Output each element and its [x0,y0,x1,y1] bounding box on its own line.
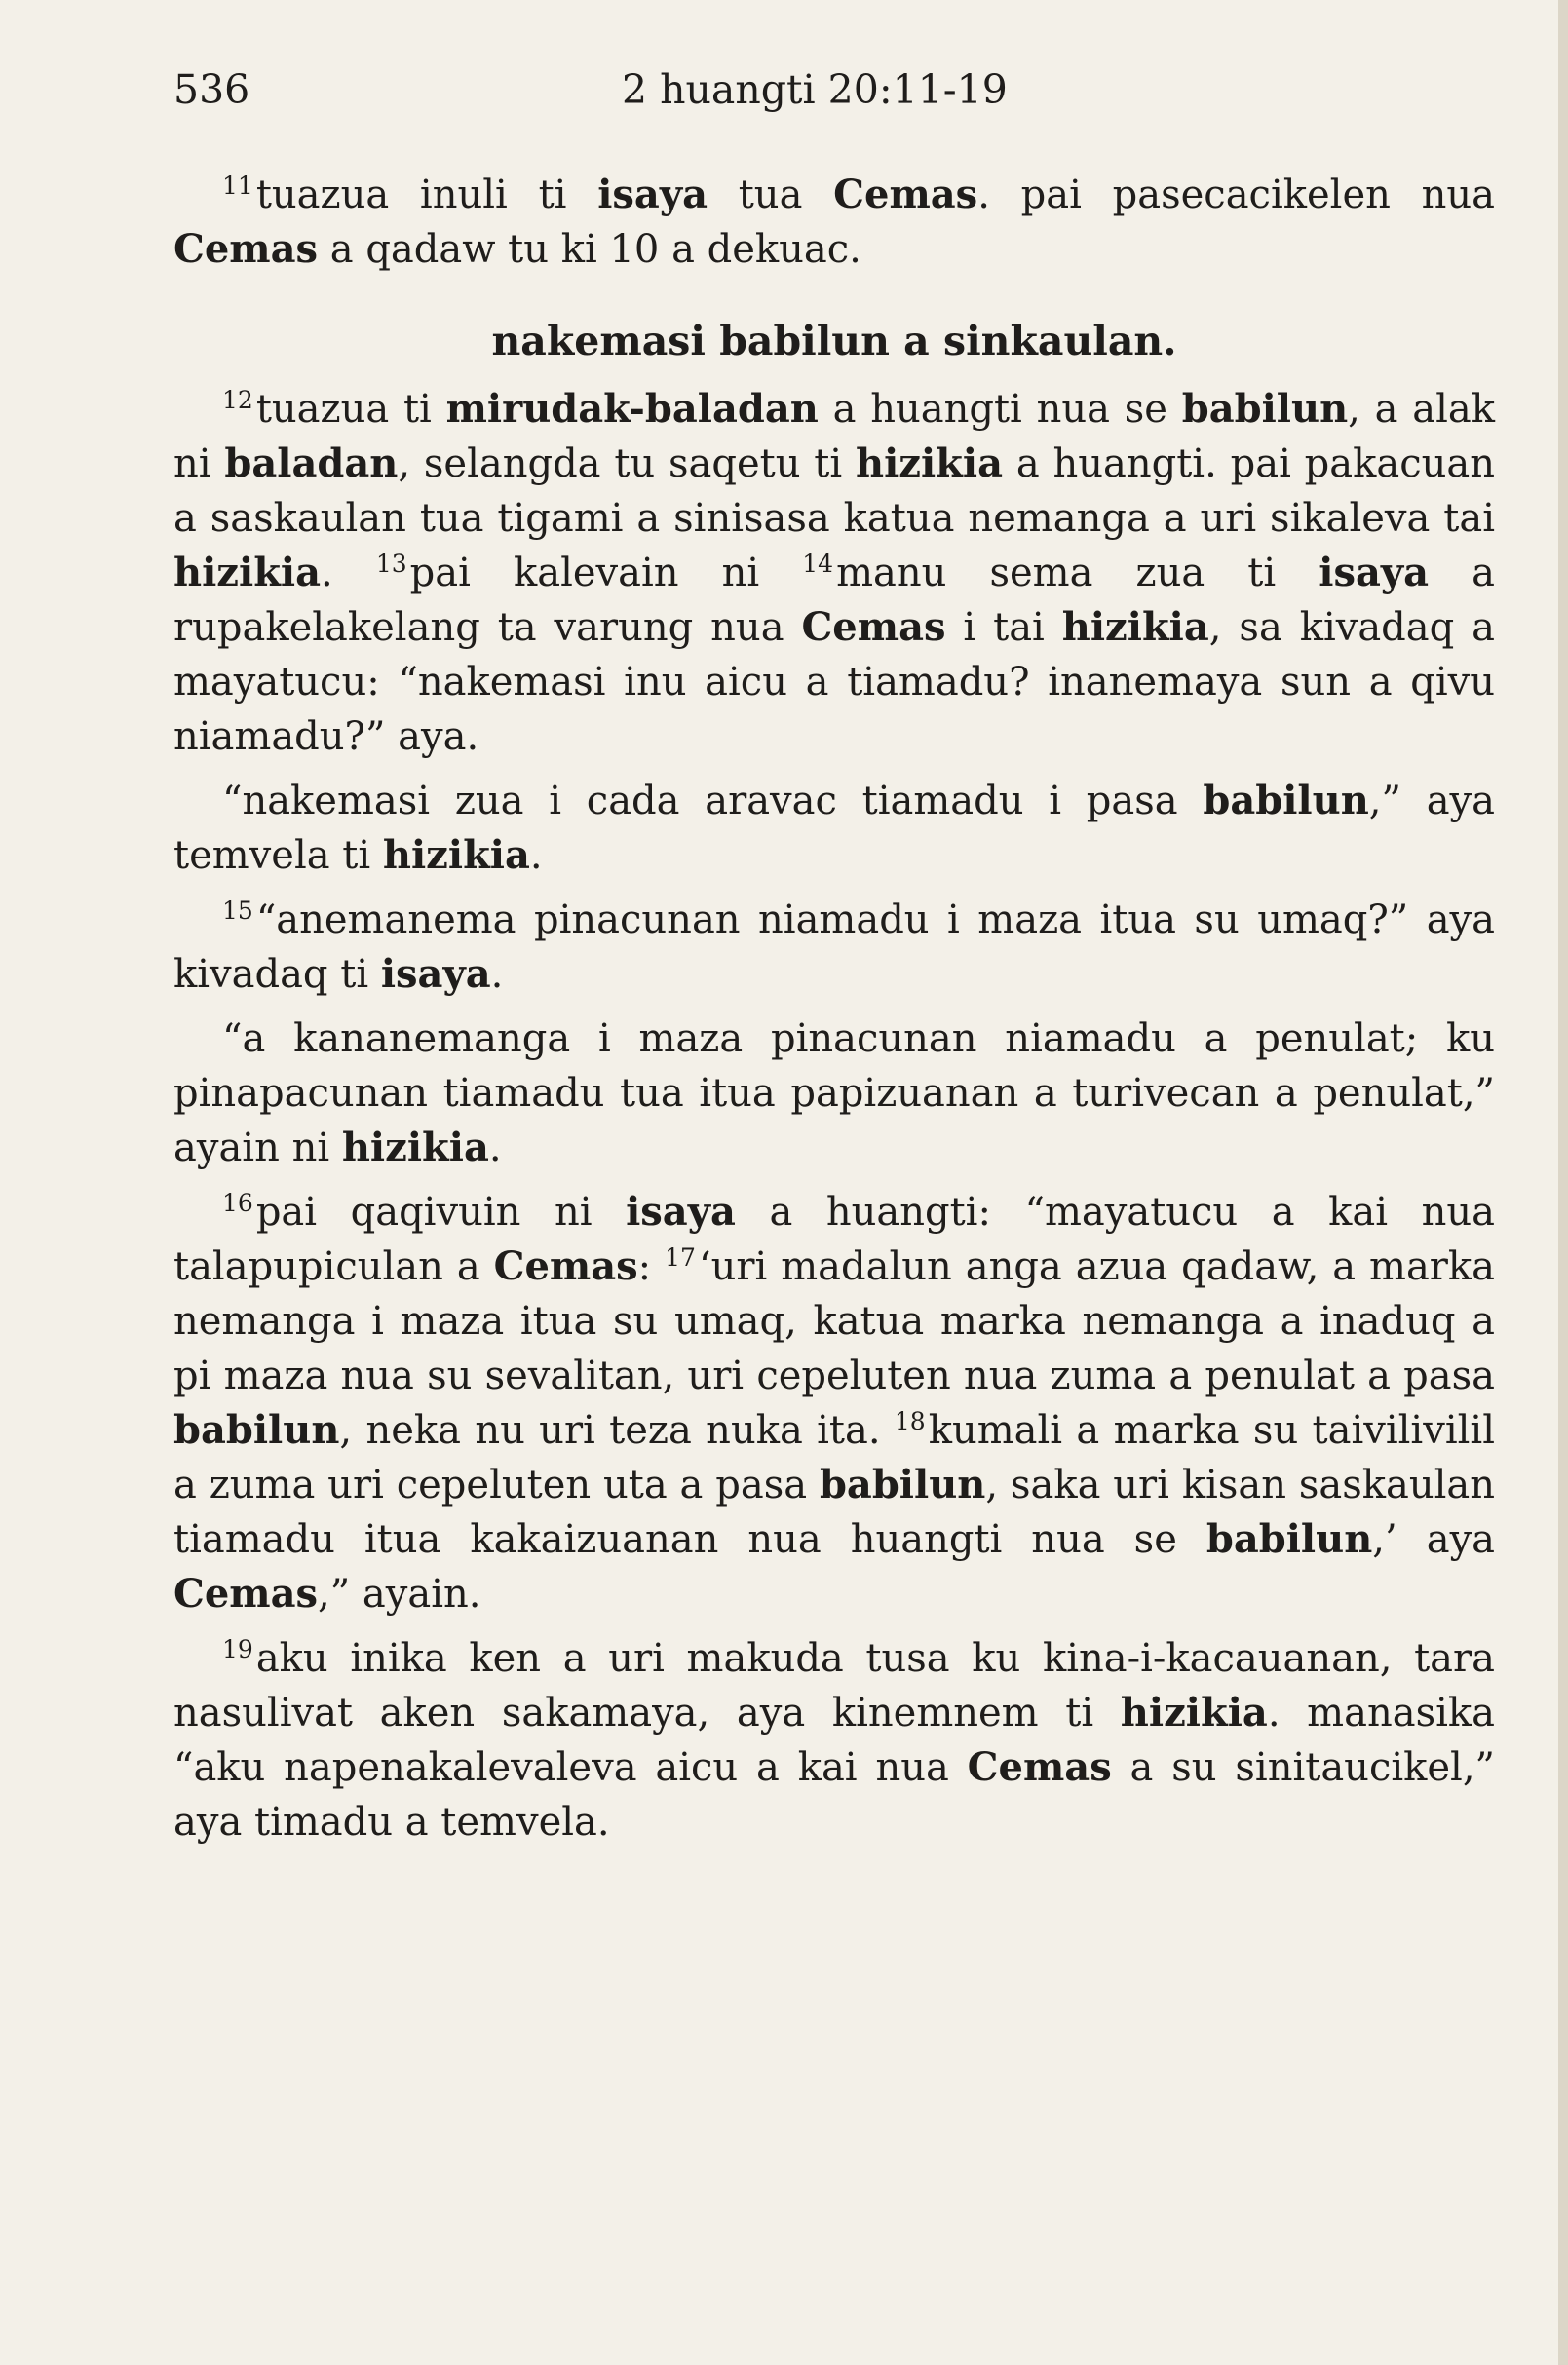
bold-name: baladan [224,440,399,486]
section-heading: nakemasi babilun a sinkaulan. [491,318,1177,364]
verse-text: . [529,833,543,878]
verse-number: 13 [375,550,407,578]
verse-text: , a alak ni [173,387,1496,486]
bold-name: Cemas [967,1744,1112,1790]
verse-text: . manasika “aku napenakalevaleva aicu a kai nua [173,1691,1495,1790]
verse-text: tuazua ti [255,387,446,432]
bold-name: mirudak-baladan [445,386,819,432]
verse-number: 15 [222,896,253,925]
verse-text: , saka uri kisan saskaulan tiamadu itua kakaizuanan nua huangti nua se [173,1463,1495,1562]
verse-text: a su sinitaucikel,” aya timadu a temvela. [173,1745,1496,1845]
bold-name: babilun [173,1407,340,1453]
quote-paragraph [173,1011,1495,1175]
verse-text: , neka nu uri teza nuka ita. [339,1408,895,1453]
verse-text: ,” aya temvela ti [173,779,1496,878]
verse-text: tua [707,172,834,217]
bold-name: hizikia [382,832,530,878]
bold-name: babilun [1181,386,1349,432]
verse-text: , sa kivadaq a mayatucu: “nakemasi inu aicu a tiamadu? inanemaya sun a qivu niamadu?” aya. [173,605,1495,759]
verse-text: ,’ aya [1372,1517,1496,1562]
verse-text: i tai [945,605,1062,650]
verse-text: a rupakelakelang ta varung nua [173,551,1495,650]
bold-name: Cemas [801,604,946,650]
verse-text: . [488,1125,502,1170]
verse-text: , selangda tu saqetu ti [398,441,856,486]
verse-text: . [490,952,504,997]
bold-name: isaya [1319,550,1430,595]
bold-name: Cemas [173,1571,319,1617]
verse-text: “anemanema pinacunan niamadu i maza itua su umaq?” aya kivadaq ti [173,897,1495,997]
verse-number: 12 [222,386,253,414]
bold-name: Cemas [493,1243,638,1289]
verse-text: ,” ayain. [318,1572,481,1617]
bold-name: hizikia [1120,1690,1268,1736]
verse-12-13-14 [173,382,1495,764]
verse-number: 19 [222,1635,253,1663]
verse-15 [173,893,1495,1002]
verse-text: : [637,1244,666,1289]
text-body [173,168,1495,1859]
verse-number: 18 [894,1407,926,1435]
bold-name: babilun [1203,778,1369,823]
verse-text: a huangti. pai pakacuan a saskaulan tua tigami a sinisasa katua nemanga a uri sikaleva tai [173,441,1495,541]
verse-number: 16 [222,1189,253,1217]
verse-text: aku inika ken a uri makuda tusa ku kina-i-kacauanan, tara nasulivat aken sakamaya, aya kinemnem ti [173,1636,1495,1736]
bold-name: isaya [380,951,491,997]
verse-text: ‘uri madalun anga azua qadaw, a marka nemanga i maza itua su umaq, katua marka nemanga a inaduq a pi maza nua su sevalitan, uri cepeluten nua zuma a penulat a pasa [173,1244,1496,1398]
verse-text: kumali a marka su taivilivilil a zuma uri cepeluten uta a pasa [173,1408,1495,1507]
bold-name: hizikia [173,550,322,595]
quote-paragraph [173,774,1495,883]
verse-text: pai qaqivuin ni [255,1190,627,1235]
verse-text: . pai pasecacikelen nua [977,172,1495,217]
bold-name: hizikia [1061,604,1209,650]
verse-number: 11 [222,172,253,200]
running-head: 2 huangti 20:11-19 [622,66,1008,113]
verse-number: 17 [665,1243,696,1272]
bold-name: Cemas [833,172,978,217]
bold-name: babilun [819,1462,986,1507]
bold-name: isaya [626,1189,736,1235]
verse-text: pai kalevain ni [409,551,803,595]
verse-number: 14 [802,550,834,578]
verse-text: tuazua inuli ti [255,172,598,217]
verse-text: “a kananemanga i maza pinacunan niamadu a penulat; ku pinapacunan tiamadu tua itua papizuanan a turivecan a penulat,” ayain ni [173,1016,1495,1170]
verse-text: a huangti nua se [818,387,1182,432]
page-header [173,66,1479,125]
page-edge [1558,0,1568,2365]
verse-text: “nakemasi zua i cada aravac tiamadu i pasa [222,779,1204,823]
verse-text: a huangti: “mayatucu a kai nua talapupiculan a [173,1190,1495,1289]
bold-name: hizikia [341,1125,489,1170]
verse-text: a qadaw tu ki 10 a dekuac. [318,227,861,272]
verse-16-17-18 [173,1185,1495,1621]
verse-11 [173,168,1495,277]
page-number: 536 [173,66,250,113]
verse-text: manu sema zua ti [836,551,1319,595]
verse-19 [173,1631,1495,1850]
bold-name: hizikia [855,440,1003,486]
bold-name: Cemas [173,226,319,272]
bold-name: babilun [1205,1516,1373,1562]
verse-text: . [321,551,376,595]
bold-name: isaya [597,172,708,217]
